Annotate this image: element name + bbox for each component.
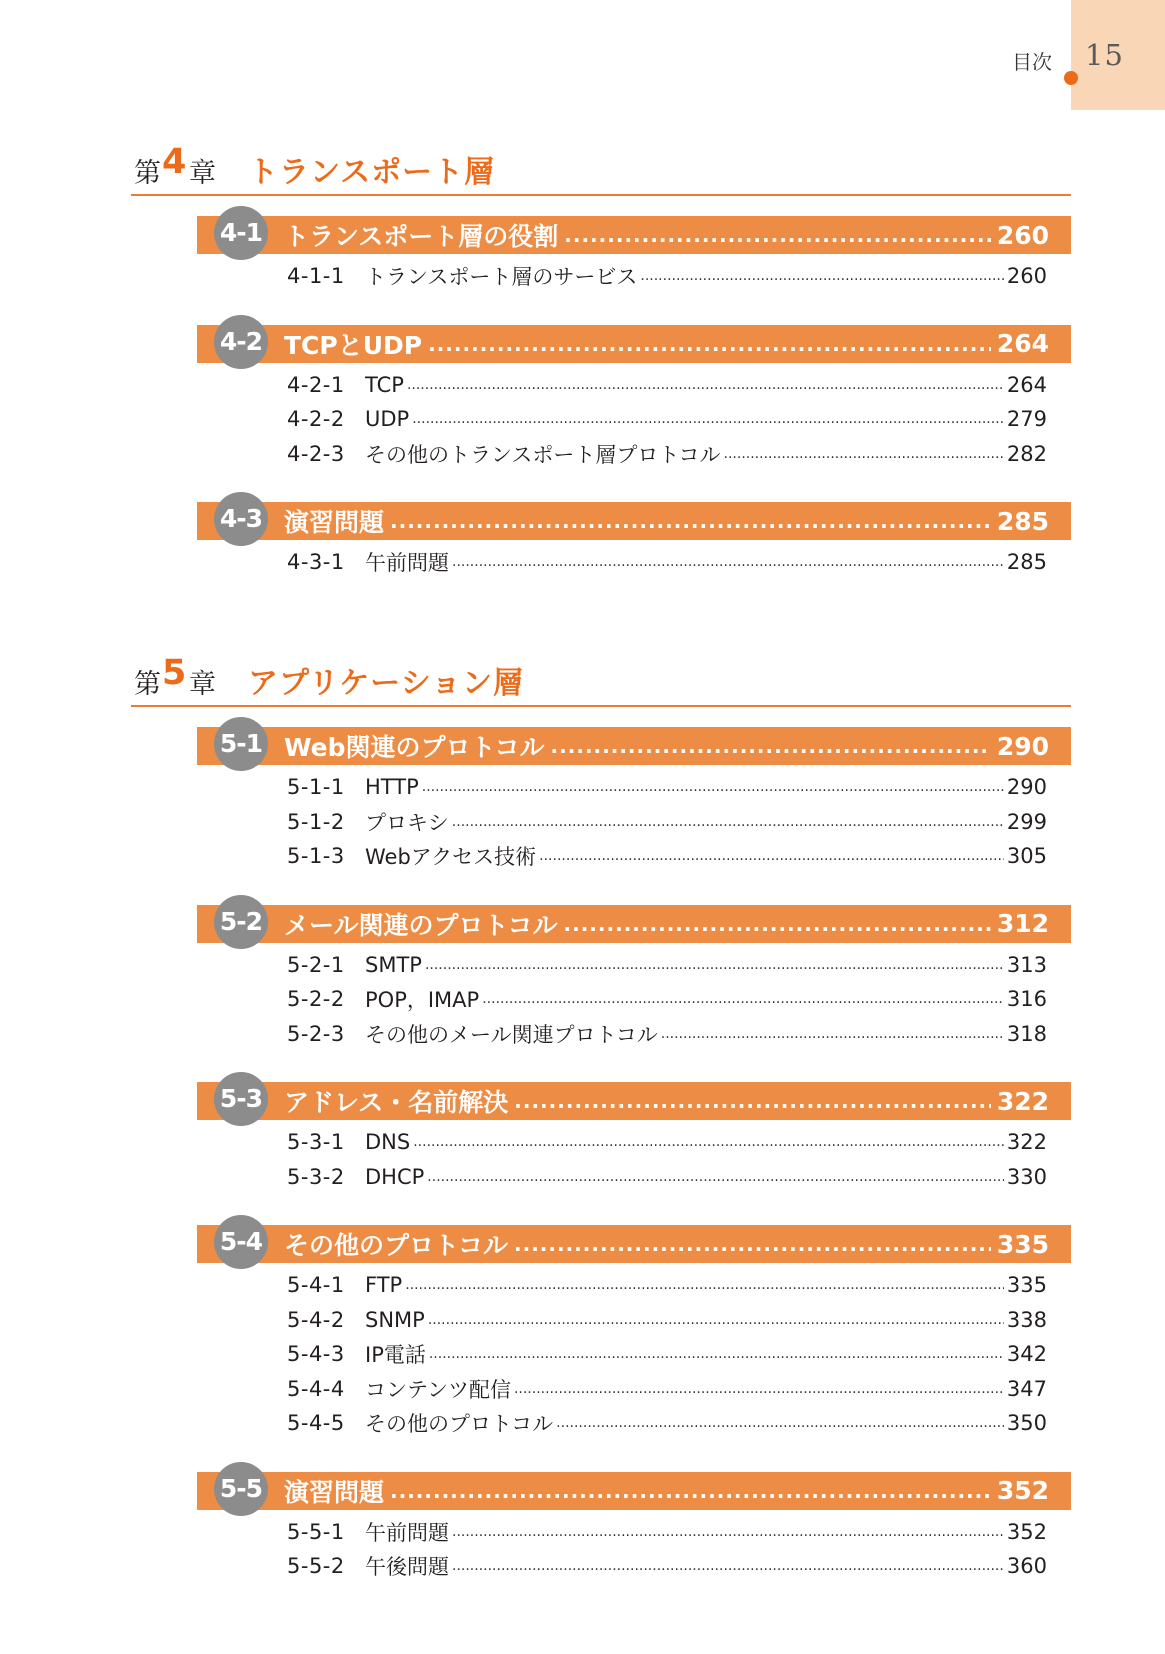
toc-item[interactable] xyxy=(287,368,1047,403)
toc-item[interactable] xyxy=(287,770,1047,805)
item-title: SMTP xyxy=(365,952,422,977)
item-number: 5-4-1 xyxy=(287,1273,345,1298)
toc-item[interactable] xyxy=(287,402,1047,437)
section-5-3 xyxy=(131,1082,1071,1194)
chapter-prefix: 第 xyxy=(134,158,161,189)
item-title: IP電話 xyxy=(365,1343,426,1368)
toc-item[interactable] xyxy=(287,1337,1047,1372)
leader-dots xyxy=(724,446,1004,462)
item-list xyxy=(131,770,1071,874)
leader-dots xyxy=(422,779,1004,795)
toc-item[interactable] xyxy=(287,839,1047,874)
section-number-badge: 4-1 xyxy=(214,206,268,260)
item-title: POP，IMAP xyxy=(365,988,480,1013)
leader-dots xyxy=(640,268,1004,284)
toc-item[interactable] xyxy=(287,259,1047,294)
page-number: 15 xyxy=(1085,38,1124,72)
item-page: 282 xyxy=(1006,441,1047,466)
item-title: Webアクセス技術 xyxy=(365,845,537,870)
section-page: 285 xyxy=(996,506,1049,536)
section-bar[interactable] xyxy=(197,1082,1071,1120)
section-bar[interactable] xyxy=(197,1225,1071,1263)
item-title: TCP xyxy=(365,372,404,397)
chapter-number: 4 xyxy=(162,142,187,182)
item-page: 299 xyxy=(1006,809,1047,834)
item-list xyxy=(131,259,1071,294)
leader-dots xyxy=(539,848,1004,864)
item-number: 5-5-2 xyxy=(287,1554,345,1579)
toc-item[interactable] xyxy=(287,1303,1047,1338)
item-number: 5-3-1 xyxy=(287,1130,345,1155)
chapter-prefix: 第 xyxy=(134,669,161,700)
item-title: SNMP xyxy=(365,1307,425,1332)
section-5-1 xyxy=(131,727,1071,874)
section-page: 290 xyxy=(996,731,1049,761)
leader-dots xyxy=(482,991,1004,1007)
leader-dots xyxy=(564,223,991,247)
section-bar[interactable] xyxy=(197,216,1071,254)
page-marker-dot xyxy=(1064,71,1078,85)
section-bar[interactable] xyxy=(197,325,1071,363)
item-page: 285 xyxy=(1006,550,1047,575)
item-title: コンテンツ配信 xyxy=(365,1377,511,1402)
item-title: その他のトランスポート層プロトコル xyxy=(365,442,721,467)
leader-dots xyxy=(452,554,1004,570)
chapter-title: トランスポート層 xyxy=(248,155,496,190)
item-number: 5-4-2 xyxy=(287,1307,345,1332)
toc-item[interactable] xyxy=(287,545,1047,580)
item-page: 342 xyxy=(1006,1342,1047,1367)
section-title: 演習問題 xyxy=(284,508,385,537)
item-list xyxy=(131,545,1071,580)
item-number: 5-2-1 xyxy=(287,952,345,977)
item-title: DHCP xyxy=(365,1164,425,1189)
running-head: 目次 xyxy=(1012,50,1052,74)
section-bar[interactable] xyxy=(197,727,1071,765)
item-page: 322 xyxy=(1006,1130,1047,1155)
chapter-number: 5 xyxy=(162,653,187,693)
toc-item[interactable] xyxy=(287,982,1047,1017)
item-list xyxy=(131,368,1071,472)
item-page: 318 xyxy=(1006,1021,1047,1046)
section-bar[interactable] xyxy=(197,502,1071,540)
leader-dots xyxy=(390,509,991,533)
chapter-suffix: 章 xyxy=(189,669,216,700)
toc-item[interactable] xyxy=(287,1268,1047,1303)
leader-dots xyxy=(429,1346,1004,1362)
item-number: 5-1-2 xyxy=(287,809,345,834)
section-bar[interactable] xyxy=(197,905,1071,943)
item-number: 5-4-3 xyxy=(287,1342,345,1367)
section-title: メール関連のプロトコル xyxy=(284,910,558,940)
section-title: アドレス・名前解決 xyxy=(284,1088,509,1117)
leader-dots xyxy=(405,1277,1004,1293)
item-title: トランスポート層のサービス xyxy=(365,265,638,290)
section-4-1 xyxy=(131,216,1071,294)
toc-item[interactable] xyxy=(287,1515,1047,1550)
section-page: 264 xyxy=(996,329,1049,358)
item-number: 5-2-2 xyxy=(287,987,345,1012)
item-title: FTP xyxy=(365,1273,403,1298)
leader-dots xyxy=(407,377,1004,393)
leader-dots xyxy=(425,957,1004,973)
item-number: 4-2-2 xyxy=(287,407,345,432)
item-page: 338 xyxy=(1006,1307,1047,1332)
chapter-heading xyxy=(131,653,1071,707)
leader-dots xyxy=(452,1558,1004,1574)
leader-dots xyxy=(428,332,991,356)
item-page: 290 xyxy=(1006,775,1047,800)
section-4-2 xyxy=(131,325,1071,472)
section-4-3 xyxy=(131,502,1071,580)
item-title: その他のプロトコル xyxy=(365,1412,554,1437)
item-page: 260 xyxy=(1006,264,1047,289)
chapter-suffix: 章 xyxy=(189,158,216,189)
leader-dots xyxy=(452,814,1004,830)
item-page: 352 xyxy=(1006,1519,1047,1544)
leader-dots xyxy=(390,1479,991,1503)
leader-dots xyxy=(556,1415,1004,1431)
item-title: その他のメール関連プロトコル xyxy=(365,1022,658,1047)
item-number: 4-2-3 xyxy=(287,441,345,466)
section-5-4 xyxy=(131,1225,1071,1441)
leader-dots xyxy=(413,1134,1004,1150)
item-page: 305 xyxy=(1006,844,1047,869)
item-number: 4-3-1 xyxy=(287,550,345,575)
leader-dots xyxy=(661,1026,1004,1042)
item-page: 316 xyxy=(1006,987,1047,1012)
section-page: 322 xyxy=(996,1086,1049,1116)
leader-dots xyxy=(452,1524,1004,1540)
section-number-badge: 5-5 xyxy=(214,1462,268,1516)
section-number-badge: 5-2 xyxy=(214,895,268,949)
item-list xyxy=(131,1515,1071,1584)
toc-item[interactable] xyxy=(287,948,1047,983)
section-page: 352 xyxy=(996,1476,1049,1505)
item-page: 347 xyxy=(1006,1376,1047,1401)
item-page: 335 xyxy=(1006,1273,1047,1298)
leader-dots xyxy=(551,734,991,758)
item-number: 5-1-3 xyxy=(287,844,345,869)
toc-item[interactable] xyxy=(287,1160,1047,1195)
item-page: 360 xyxy=(1006,1554,1047,1579)
item-title: 午前問題 xyxy=(365,551,449,576)
item-number: 4-1-1 xyxy=(287,264,345,289)
item-title: 午前問題 xyxy=(365,1520,449,1545)
item-number: 5-4-4 xyxy=(287,1376,345,1401)
chapter-heading xyxy=(131,142,1071,196)
section-number-badge: 5-3 xyxy=(214,1072,268,1126)
item-number: 5-5-1 xyxy=(287,1519,345,1544)
leader-dots xyxy=(564,912,991,936)
item-page: 313 xyxy=(1006,952,1047,977)
section-page: 260 xyxy=(996,220,1049,250)
leader-dots xyxy=(514,1381,1004,1397)
chapter-title: アプリケーション層 xyxy=(248,666,524,701)
item-title: プロキシ xyxy=(365,810,449,835)
section-title: TCPとUDP xyxy=(284,330,423,360)
section-5-5 xyxy=(131,1472,1071,1584)
leader-dots xyxy=(412,411,1004,427)
section-number-badge: 5-4 xyxy=(214,1215,268,1269)
toc-item[interactable] xyxy=(287,1406,1047,1441)
leader-dots xyxy=(427,1169,1004,1185)
toc-item[interactable] xyxy=(287,1549,1047,1584)
item-number: 5-1-1 xyxy=(287,775,345,800)
section-title: トランスポート層の役割 xyxy=(284,222,559,251)
item-page: 279 xyxy=(1006,407,1047,432)
section-title: その他のプロトコル xyxy=(284,1231,509,1260)
item-title: HTTP xyxy=(365,775,419,800)
toc-item[interactable] xyxy=(287,1017,1047,1052)
item-title: DNS xyxy=(365,1130,411,1155)
leader-dots xyxy=(514,1089,991,1113)
item-page: 264 xyxy=(1006,372,1047,397)
section-5-2 xyxy=(131,905,1071,1052)
section-title: Web関連のプロトコル xyxy=(284,733,545,762)
item-number: 5-3-2 xyxy=(287,1164,345,1189)
chapter-5 xyxy=(131,653,1071,1584)
section-page: 312 xyxy=(996,909,1049,938)
chapter-4 xyxy=(131,142,1071,580)
item-number: 5-2-3 xyxy=(287,1021,345,1046)
toc-item[interactable] xyxy=(287,1372,1047,1407)
item-list xyxy=(131,948,1071,1052)
section-bar[interactable] xyxy=(197,1472,1071,1510)
section-title: 演習問題 xyxy=(284,1477,385,1507)
toc-item[interactable] xyxy=(287,1125,1047,1160)
section-number-badge: 5-1 xyxy=(214,717,268,771)
item-list xyxy=(131,1268,1071,1441)
item-number: 4-2-1 xyxy=(287,372,345,397)
section-number-badge: 4-3 xyxy=(214,492,268,546)
item-title: UDP xyxy=(365,407,410,432)
item-list xyxy=(131,1125,1071,1194)
item-page: 350 xyxy=(1006,1411,1047,1436)
leader-dots xyxy=(428,1312,1004,1328)
item-page: 330 xyxy=(1006,1164,1047,1189)
item-title: 午後問題 xyxy=(365,1555,449,1580)
toc-item[interactable] xyxy=(287,437,1047,472)
toc-item[interactable] xyxy=(287,805,1047,840)
section-page: 335 xyxy=(996,1229,1049,1259)
leader-dots xyxy=(514,1232,991,1256)
item-number: 5-4-5 xyxy=(287,1411,345,1436)
section-number-badge: 4-2 xyxy=(214,315,268,369)
